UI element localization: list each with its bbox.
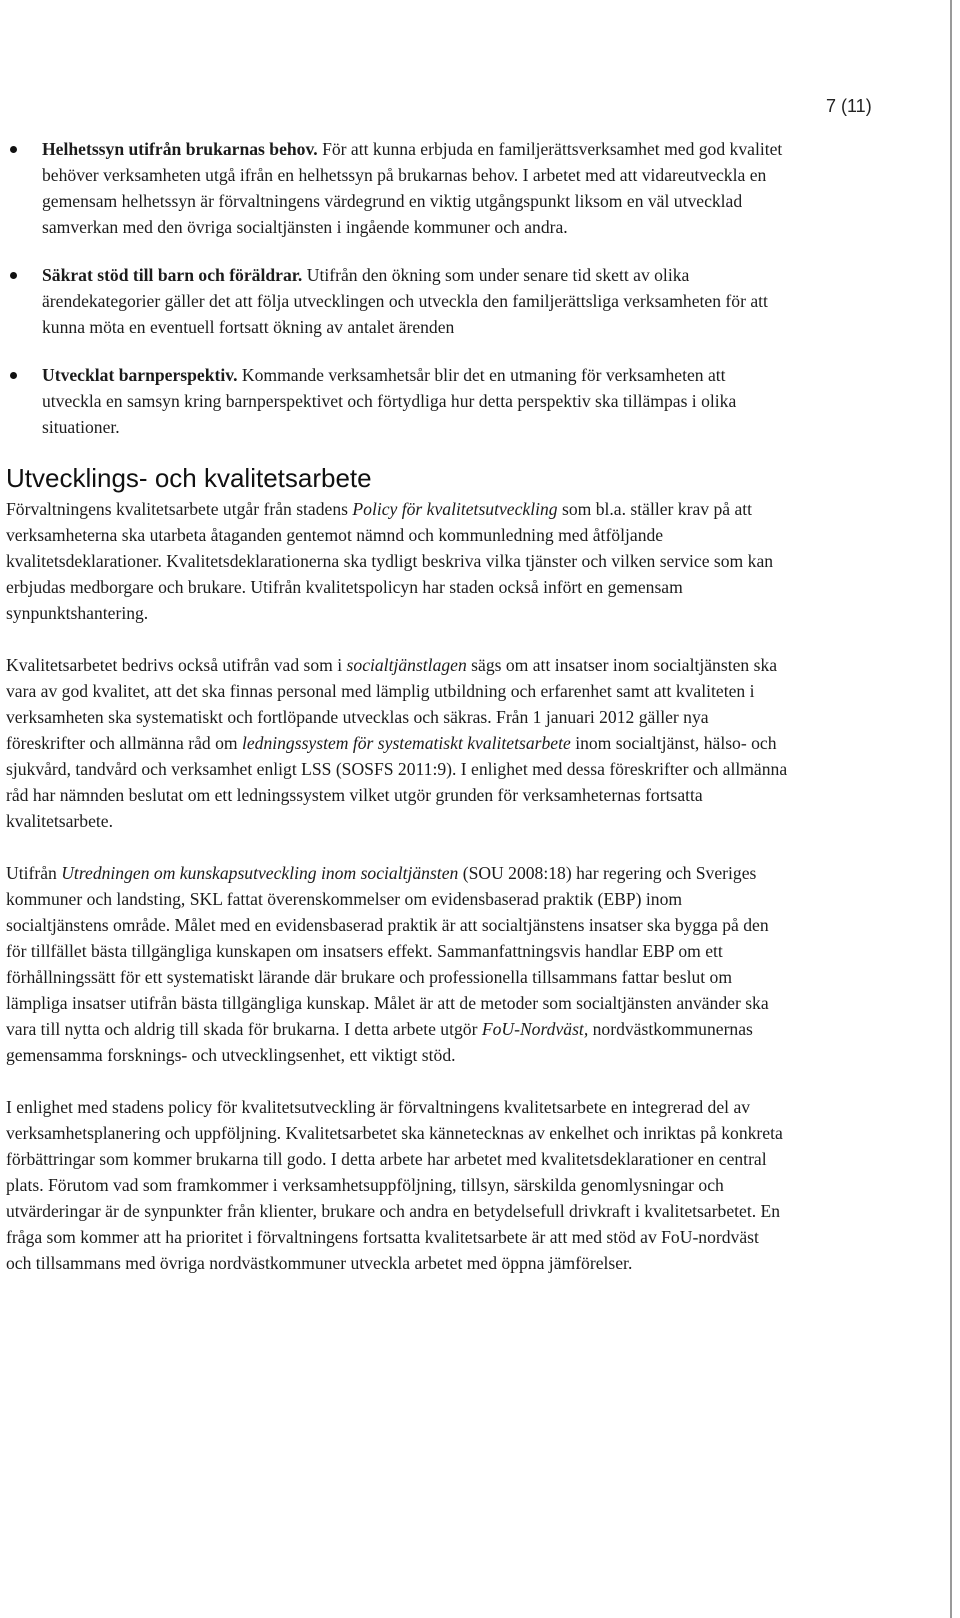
bullet-text: För att kunna erbjuda en familjerättsverksamhet med god kvalitet behöver verksamheten utgå ifrån en helhetssyn på brukarnas behov. I arbetet med att vidareutveckla en gemensam helhetssyn är förvaltningens värdegrund en viktig utgångspunkt liksom en väl utvecklad samverkan med den övriga socialtjänsten i ingående kommuner och andra.: [42, 139, 783, 237]
bullet-lead: Helhetssyn utifrån brukarnas behov.: [42, 139, 318, 159]
section-heading: Utvecklings- och kvalitetsarbete: [6, 463, 372, 493]
page-number: 7 (11): [826, 96, 872, 116]
paragraph-text: som bl.a. ställer krav på att verksamheterna ska utarbeta åtaganden gentemot nämnd och kommunledning med åtföljande kvalitetsdeklarationer. Kvalitetsdeklarationerna ska tydligt beskriva vilka tjänster och vilken service som kan erbjudas medborgare och brukare. Utifrån kvalitetspolicyn har staden också infört en gemensam synpunktshantering.: [6, 499, 774, 623]
bullet-dot-icon: [10, 372, 17, 379]
bullet-lead: Säkrat stöd till barn och föräldrar.: [42, 265, 303, 285]
organization-name: FoU-Nordväst,: [481, 1019, 589, 1039]
bullet-dot-icon: [10, 272, 17, 279]
regulation-title: ledningssystem för systematiskt kvalitetsarbete: [241, 733, 571, 753]
bullet-item: [6, 136, 788, 240]
law-title: socialtjänstlagen: [346, 655, 467, 675]
paragraph-ebp: [6, 860, 788, 1068]
bullet-lead: Utvecklat barnperspektiv.: [42, 365, 238, 385]
paragraph-text: nordvästkommunernas gemensamma forsknings- och utvecklingsenhet, ett viktigt stöd.: [6, 1019, 753, 1065]
paragraph-text: (SOU 2008:18) har regering och Sveriges kommuner och landsting, SKL fattat överenskommelser om evidensbaserad praktik (EBP) inom socialtjänstens område. Målet med en evidensbaserad praktik är att socialtjänstens insatser ska bygga på den för tillfället bästa tillgängliga kunskapen om insatsers effekt. Sammanfattningsvis handlar EBP om ett förhållningssätt för ett systematiskt lärande där brukare och professionella tillsammans fattar beslut om lämpliga insatser utifrån bästa tillgängliga kunskap. Målet är att de metoder som socialtjänsten använder ska vara till nytta och aldrig till skada för brukarna. I detta arbete utgör: [6, 863, 769, 1039]
document-body: [6, 136, 788, 1302]
bullet-text: Utifrån den ökning som under senare tid skett av olika ärendekategorier gäller det att följa utvecklingen och utveckla den familjerättsliga verksamheten för att kunna möta en eventuell fortsatt ökning av antalet ärenden: [42, 265, 768, 337]
paragraph-text: Kvalitetsarbetet bedrivs också utifrån vad som i: [6, 655, 347, 675]
paragraph-text: inom socialtjänst, hälso- och sjukvård, tandvård och verksamhet enligt LSS (SOSFS 2011:9). I enlighet med dessa föreskrifter och allmänna råd har nämnden beslutat om ett ledningssystem vilket utgör grunden för verksamheternas fortsatta kvalitetsarbete.: [6, 733, 788, 831]
page-edge-line: [950, 0, 952, 1618]
paragraph-text: Förvaltningens kvalitetsarbete utgår från stadens: [6, 499, 353, 519]
report-title: Utredningen om kunskapsutveckling inom socialtjänsten: [61, 863, 459, 883]
paragraph-text: sägs om att insatser inom socialtjänsten ska vara av god kvalitet, att det ska finnas personal med lämplig utbildning och erfarenhet samt att kvaliteten i verksamheten ska systematiskt och fortlöpande utvecklas och säkras. Från 1 januari 2012 gäller nya föreskrifter och allmänna råd om: [6, 655, 778, 753]
paragraph-quality-work: I enlighet med stadens policy för kvalitetsutveckling är förvaltningens kvalitetsarbete en integrerad del av verksamhetsplanering och uppföljning. Kvalitetsarbetet ska kännetecknas av enkelhet och inriktas på konkreta förbättringar som kommer brukarna till godo. I detta arbete har arbetet med kvalitetsdeklarationer en central plats. Förutom vad som framkommer i verksamhetsuppföljning, tillsyn, särskilda genomlysningar och utvärderingar är de synpunkter från klienter, brukare och andra en betydelsefull drivkraft i kvalitetsarbetet. En fråga som kommer att ha prioritet i förvaltningens fortsatta kvalitetsarbete är att med stöd av FoU-nordväst och tillsammans med övriga nordvästkommuner utveckla arbetet med öppna jämförelser.: [6, 1097, 783, 1273]
paragraph-legal: [6, 652, 788, 834]
bullet-list: [6, 136, 788, 440]
paragraph-policy: [6, 496, 788, 626]
bullet-text: Kommande verksamhetsår blir det en utmaning för verksamheten att utveckla en samsyn kring barnperspektivet och förtydliga hur detta perspektiv ska tillämpas i olika situationer.: [42, 365, 737, 437]
bullet-item: [6, 362, 788, 440]
bullet-item: [6, 262, 788, 340]
bullet-dot-icon: [10, 146, 17, 153]
policy-title: Policy för kvalitetsutveckling: [352, 499, 558, 519]
paragraph-text: Utifrån: [6, 863, 62, 883]
